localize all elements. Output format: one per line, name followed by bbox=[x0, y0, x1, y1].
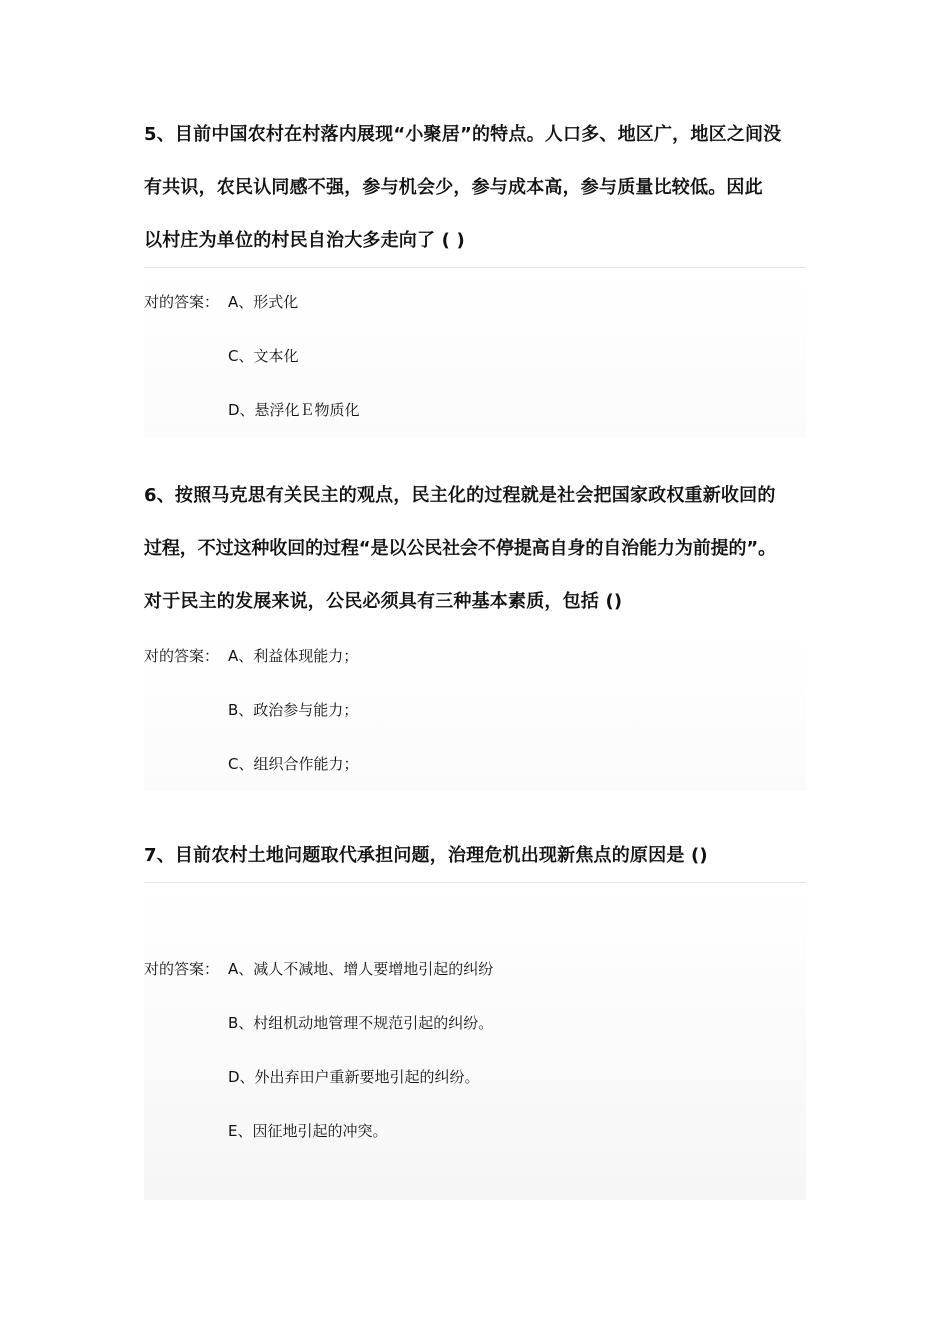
question-5-answers bbox=[144, 268, 806, 437]
answer-option: A、形式化 bbox=[228, 293, 299, 311]
question-5 bbox=[144, 108, 806, 437]
question-5-title-line-1: 5、目前中国农村在村落内展现“小聚居”的特点。人口多、地区广，地区之间没 bbox=[144, 124, 782, 145]
answer-row bbox=[144, 996, 806, 1050]
question-7-title-line-1: 7、目前农村土地问题取代承担问题，治理危机出现新焦点的原因是 () bbox=[144, 845, 708, 866]
question-6-title-line-1: 6、按照马克思有关民主的观点，民主化的过程就是社会把国家政权重新收回的 bbox=[144, 485, 776, 506]
answer-row bbox=[144, 683, 806, 737]
answer-option: E、因征地引起的冲突。 bbox=[228, 1122, 388, 1140]
answer-row bbox=[144, 329, 806, 383]
question-6-answers bbox=[144, 628, 806, 791]
question-6-title-line-3: 对于民主的发展来说，公民必须具有三种基本素质，包括 () bbox=[144, 591, 623, 612]
answer-row bbox=[144, 275, 806, 329]
question-5-title-line-2: 有共识，农民认同感不强，参与机会少，参与成本高，参与质量比较低。因此 bbox=[144, 177, 763, 198]
question-6 bbox=[144, 469, 806, 791]
answer-label: 对的答案： bbox=[144, 960, 220, 978]
answer-row bbox=[144, 383, 806, 437]
question-7 bbox=[144, 829, 806, 1200]
answer-option: D、外出弃田户重新要地引起的纠纷。 bbox=[228, 1068, 480, 1086]
answer-row bbox=[144, 629, 806, 683]
answer-option: C、文本化 bbox=[228, 347, 299, 365]
answer-option: D、悬浮化Ｅ物质化 bbox=[228, 401, 360, 419]
answer-option: B、村组机动地管理不规范引起的纠纷。 bbox=[228, 1014, 494, 1032]
answer-label: 对的答案： bbox=[144, 293, 220, 311]
answer-option: C、组织合作能力； bbox=[228, 755, 359, 773]
question-6-title-line-2: 过程，不过这种收回的过程“是以公民社会不停提高自身的自治能力为前提的”。 bbox=[144, 538, 777, 559]
answer-row bbox=[144, 942, 806, 996]
answer-option: A、减人不减地、增人要增地引起的纠纷 bbox=[228, 960, 494, 978]
answer-option: A、利益体现能力； bbox=[228, 647, 359, 665]
answer-row bbox=[144, 1104, 806, 1158]
question-7-answers bbox=[144, 883, 806, 1200]
answer-row bbox=[144, 1050, 806, 1104]
answer-label: 对的答案： bbox=[144, 647, 220, 665]
question-5-title-line-3: 以村庄为单位的村民自治大多走向了 ( ) bbox=[144, 230, 465, 251]
answer-option: B、政治参与能力； bbox=[228, 701, 359, 719]
answer-row bbox=[144, 737, 806, 791]
